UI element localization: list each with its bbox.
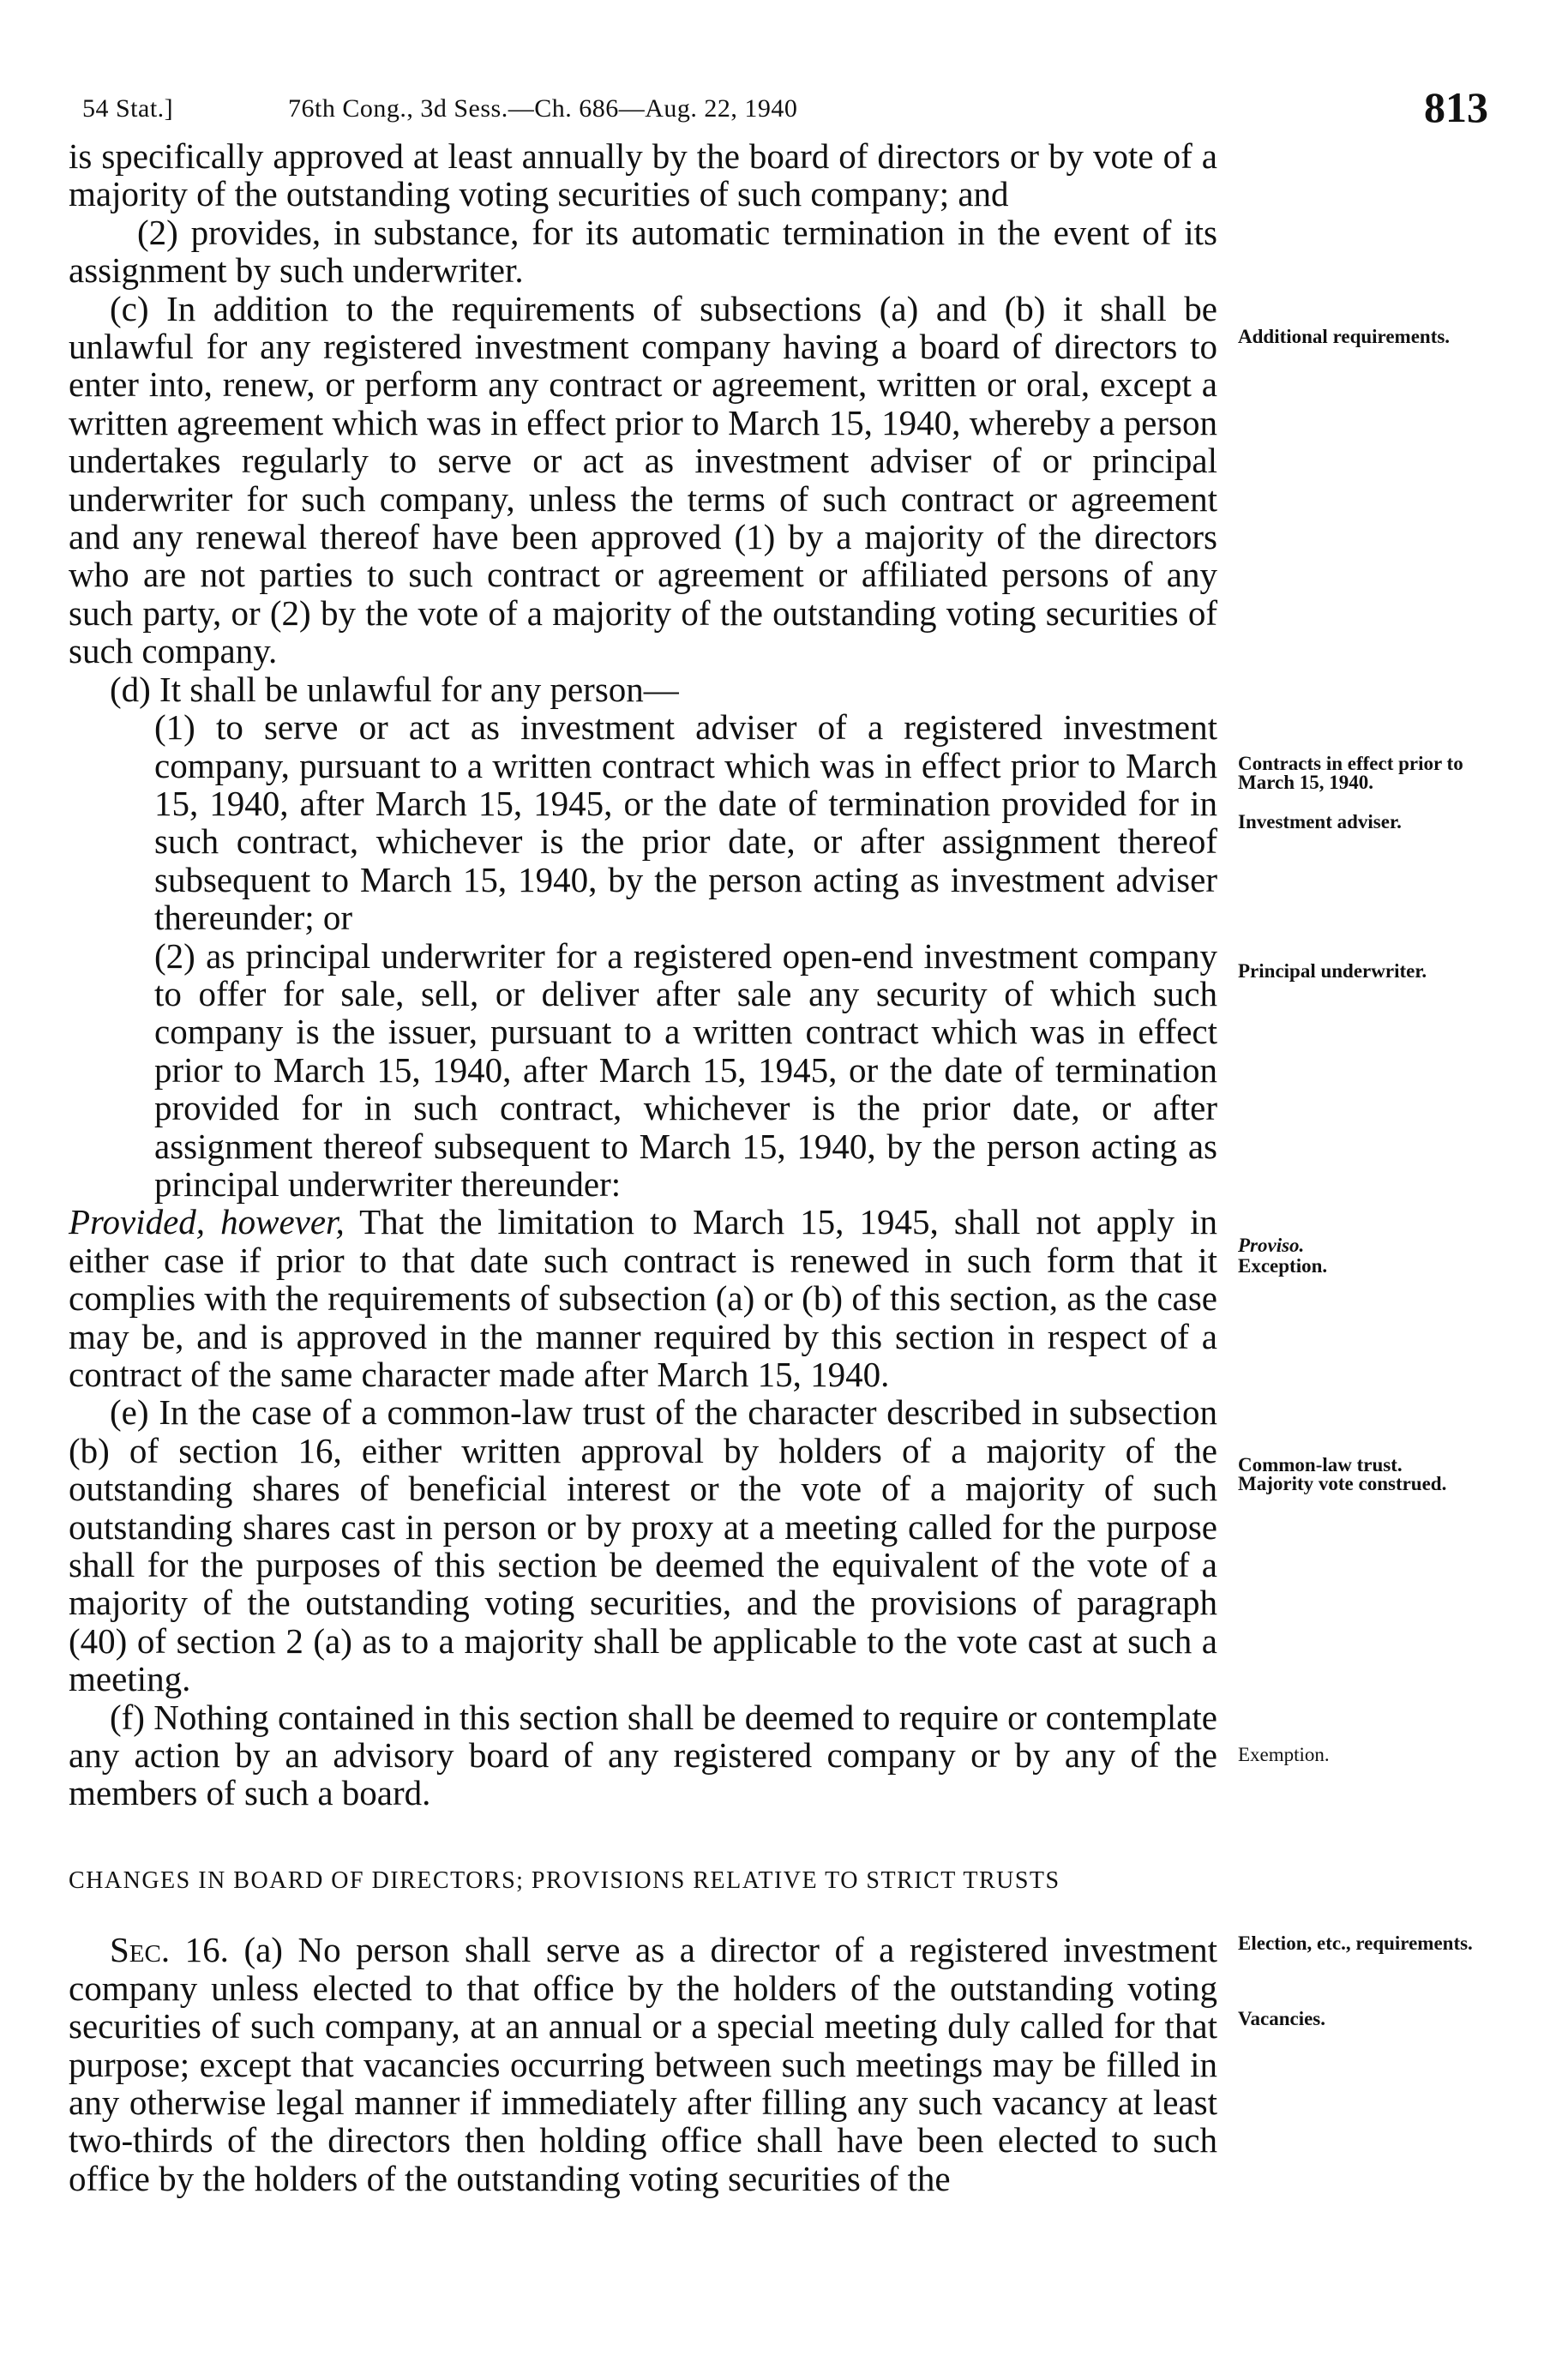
session-citation: 76th Cong., 3d Sess.—Ch. 686—Aug. 22, 1940 [288,94,798,123]
note-exception: Exception. [1238,1255,1328,1277]
note-election-requirements: Election, etc., requirements. [1238,1932,1473,1954]
paragraph-d2: (2) as principal underwriter for a registered open-end investment company to offer for sale, sell, or deliver after sale any security of which such company is the issuer, pursuant to a written contract which was in effect prior to March 15, 1940, after March 15, 1945, or the date of termination provided for in such contract, whichever is the prior date, or after assignment thereof subsequent to March 15, 1940, by the person acting as principal underwriter thereunder: [154,935,1217,1204]
paragraph-b2: (2) provides, in substance, for its automatic termination in the event of its assignment by such underwriter. [69,212,1217,291]
note-investment-adviser: Investment adviser. [1238,811,1402,832]
paragraph-d: (d) It shall be unlawful for any person— [110,669,679,709]
section-16-paragraph [69,1931,1217,2197]
note-additional-requirements: Additional requirements. [1238,326,1451,347]
section-heading: CHANGES IN BOARD OF DIRECTORS; PROVISIONS RELATIVE TO STRICT TRUSTS [69,1866,1060,1894]
paragraph-d1: (1) to serve or act as investment adviser of a registered investment company, pursuant to a written contract which was in effect prior to March 15, 1940, after March 15, 1945, or the date of termination provided for in such contract, whichever is the prior date, or after assignment thereof subsequent to March 15, 1940, by the person acting as investment adviser thereunder; or [154,707,1217,938]
proviso-text: That the limitation to March 15, 1945, shall not apply in either case if prior to that date such contract is renewed in such form that it complies with the requirements of subsection (a) or (b) of this section, as the case may be, and is approved in the manner required by this section in respect of a contract of the same character made after March 15, 1940. [69,1202,1217,1394]
section-label: Sec. 16. [110,1930,229,1970]
paragraph-continuation: is specifically approved at least annually by the board of directors or by vote of a majority of the outstanding voting securities of such company; and [69,136,1217,214]
paragraph-e: (e) In the case of a common-law trust of the character described in subsection (b) of section 16, either written approval by holders of a majority of the outstanding shares of beneficial interest or the vote of a majority of such outstanding shares cast in person or by proxy at a meeting called for the purpose shall for the purposes of this section be deemed the equivalent of the vote of a majority of the outstanding voting securities, and the provisions of paragraph (40) of section 2 (a) as to a majority shall be applicable to the vote cast at such a meeting. [69,1392,1217,1699]
section-16-text: (a) No person shall serve as a director of a registered investment company unless elected to that office by the holders of the outstanding voting securities of such company, at an annual or a special meeting duly called for that purpose; except that vacancies occurring between such meetings may be filled in any otherwise legal manner if immediately after filling any such vacancy at least two-thirds of the directors then holding office shall have been elected to such office by the holders of the outstanding voting securities of the [69,1930,1217,2198]
statute-volume: 54 Stat.] [82,94,174,123]
paragraph-f: (f) Nothing contained in this section shall be deemed to require or contemplate any action by an advisory board of any registered company or by any of the members of such a board. [69,1697,1217,1813]
proviso-lead: Provided, however, [69,1202,345,1242]
statute-body [69,137,1217,2197]
note-majority-vote: Majority vote construed. [1238,1473,1447,1494]
page-number: 813 [1424,83,1488,131]
note-contracts-in-effect: Contracts in effect prior to March 15, 1940. [1238,753,1463,793]
note-proviso: Proviso. [1238,1235,1305,1256]
note-principal-underwriter: Principal underwriter. [1238,960,1427,982]
paragraph-c: (c) In addition to the requirements of subsections (a) and (b) it shall be unlawful for any registered investment company having a board of directors to enter into, renew, or perform any contract or agreement, written or oral, except a written agreement which was in effect prior to March 15, 1940, whereby a person undertakes regularly to serve or act as investment adviser of or principal underwriter for such company, unless the terms of such contract or agreement and any renewal thereof have been approved (1) by a majority of the directors who are not parties to such contract or agreement or affiliated persons of any such party, or (2) by the vote of a majority of the outstanding voting securities of such company. [69,288,1217,671]
note-vacancies: Vacancies. [1238,2008,1326,2029]
note-common-law-trust: Common-law trust. [1238,1454,1403,1475]
proviso-paragraph [69,1203,1217,1393]
note-exemption: Exemption. [1238,1744,1330,1765]
